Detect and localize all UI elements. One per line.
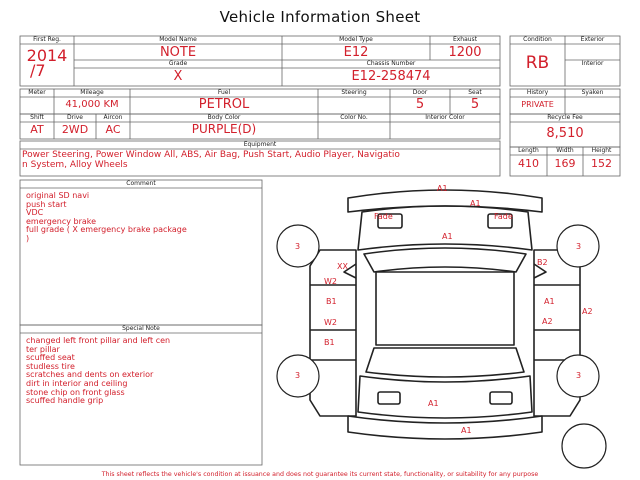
drive-label: Drive	[67, 114, 83, 121]
label-rear-bumper: A1	[461, 426, 472, 435]
label-hood: A1	[470, 199, 481, 208]
fuel-label: Fuel	[217, 89, 231, 96]
history-label: History	[526, 89, 549, 96]
chassis-label: Chassis Number	[366, 60, 416, 67]
aircon-label: Aircon	[103, 114, 123, 121]
comment-line: original SD navi	[26, 191, 90, 200]
door-label: Door	[412, 89, 428, 96]
comment-line: )	[26, 233, 30, 243]
interior-color-label: Interior Color	[425, 114, 465, 121]
comment-line: push start	[26, 199, 67, 209]
label-rear-left-door-w2: W2	[324, 318, 337, 327]
label-rear-left-door-b1: B1	[324, 338, 335, 347]
roof-outline	[376, 272, 514, 345]
comment-line: emergency brake	[26, 216, 97, 226]
label-fade-left: Fade	[374, 212, 393, 221]
label-b2: B2	[537, 258, 548, 267]
special-note-line: stone chip on front glass	[26, 387, 125, 397]
comment-label: Comment	[126, 180, 156, 187]
first-reg-label: First Reg.	[33, 36, 61, 43]
label-right-rear-door: A2	[542, 317, 553, 326]
model-type-label: Model Type	[339, 36, 373, 43]
condition-label: Condition	[523, 36, 552, 43]
trunk-outline	[358, 376, 532, 418]
seat-value: 5	[470, 97, 480, 112]
label-tire-front-right: 3	[576, 242, 582, 251]
label-right-side: A2	[582, 307, 593, 316]
label-front-bumper: A1	[437, 184, 448, 193]
mileage-label: Mileage	[80, 89, 104, 96]
height-label: Height	[591, 147, 612, 154]
shift-label: Shift	[30, 114, 44, 121]
label-xx: XX	[337, 262, 348, 271]
chassis-value: E12-258474	[351, 69, 431, 84]
grade-label: Grade	[168, 60, 188, 67]
first-reg-month: /7	[30, 61, 46, 80]
recycle-fee-value: 8,510	[546, 126, 584, 141]
model-name-value: NOTE	[159, 45, 197, 60]
special-note-line: dirt in interior and ceiling	[26, 378, 128, 388]
special-note-line: scratches and dents on exterior	[26, 370, 154, 380]
grade-value: X	[173, 69, 183, 84]
special-note-line: ter pillar	[26, 344, 60, 354]
exterior-label: Exterior	[580, 36, 605, 43]
label-right-front-door: A1	[544, 297, 555, 306]
length-value: 410	[518, 157, 539, 170]
label-tire-rear-left: 3	[295, 371, 301, 380]
comment-line: full grade ( X emergency brake package	[26, 225, 187, 235]
model-type-value: E12	[343, 45, 369, 60]
taillight-left-outline	[378, 392, 400, 404]
label-fade-right: Fade	[494, 212, 513, 221]
car-condition-diagram	[270, 180, 620, 470]
fuel-value: PETROL	[198, 97, 250, 112]
steering-label: Steering	[341, 89, 367, 96]
special-note-label: Special Note	[122, 325, 160, 332]
body-color-label: Body Color	[207, 114, 241, 121]
mileage-value: 41,000 KM	[65, 99, 119, 110]
rear-window-outline	[366, 348, 524, 377]
recycle-fee-label: Recycle Fee	[547, 114, 583, 121]
front-bumper-outline	[348, 190, 542, 212]
aircon-value: AC	[105, 123, 121, 136]
meter-label: Meter	[28, 89, 46, 96]
length-label: Length	[518, 147, 539, 154]
width-label: Width	[556, 147, 574, 154]
label-front-left-door-w2: W2	[324, 277, 337, 286]
special-note-line: studless tire	[26, 361, 75, 371]
condition-value: RB	[525, 53, 550, 73]
model-name-label: Model Name	[159, 36, 197, 43]
equipment-line-2: n System, Alloy Wheels	[22, 160, 128, 170]
equipment-label: Equipment	[243, 141, 277, 148]
disclaimer-footer: This sheet reflects the vehicle's condition at issuance and does not guarantee its current state, functionality, or suitability for any purpose	[101, 471, 539, 478]
drive-value: 2WD	[61, 123, 89, 136]
door-value: 5	[415, 97, 425, 112]
spare-tire	[562, 424, 606, 468]
height-value: 152	[591, 157, 612, 170]
exhaust-label: Exhaust	[452, 36, 478, 43]
label-trunk: A1	[428, 399, 439, 408]
exhaust-value: 1200	[448, 45, 482, 60]
first-reg-year: 2014	[26, 46, 68, 65]
shift-value: AT	[30, 123, 44, 136]
label-roof: A1	[442, 232, 453, 241]
body-color-value: PURPLE(D)	[191, 122, 257, 136]
rear-bumper-outline	[348, 416, 542, 439]
equipment-line-1: Power Steering, Power Window All, ABS, Air Bag, Push Start, Audio Player, Navigatio	[22, 150, 400, 160]
label-tire-rear-right: 3	[576, 371, 582, 380]
seat-label: Seat	[468, 89, 482, 96]
history-value: PRIVATE	[521, 100, 554, 109]
windshield-outline	[364, 248, 526, 272]
label-front-left-door-b1: B1	[326, 297, 337, 306]
special-note-line: scuffed handle grip	[26, 396, 104, 406]
label-tire-front-left: 3	[295, 242, 301, 251]
special-note-text	[26, 337, 170, 406]
page-title: Vehicle Information Sheet	[219, 8, 421, 26]
taillight-right-outline	[490, 392, 512, 404]
special-note-line: scuffed seat	[26, 353, 75, 363]
syaken-label: Syaken	[581, 89, 604, 96]
interior-label: Interior	[581, 60, 604, 67]
special-note-line: changed left front pillar and left cen	[26, 336, 171, 345]
comment-line: VDC	[26, 208, 44, 218]
comment-text	[26, 192, 187, 244]
color-no-label: Color No.	[340, 114, 368, 121]
width-value: 169	[554, 157, 576, 170]
